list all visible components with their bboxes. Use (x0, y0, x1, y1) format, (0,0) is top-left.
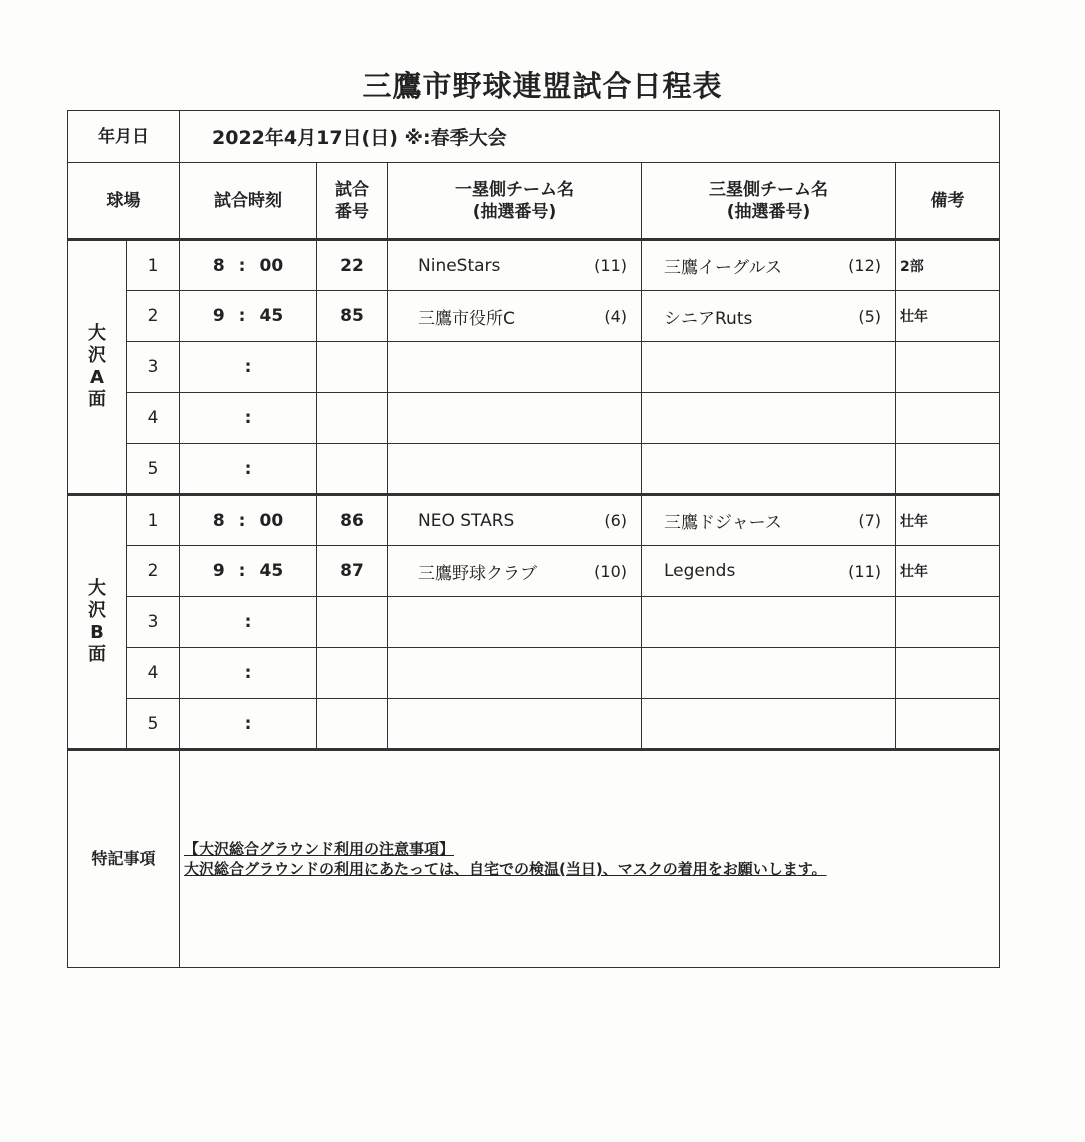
header-game-number-line2: 番号 (335, 201, 369, 222)
table-row (68, 597, 1000, 648)
game-number: 86 (317, 495, 388, 546)
table-row (68, 444, 1000, 495)
table-row (68, 699, 1000, 750)
header-third-base-team (642, 163, 896, 240)
time-colon: : (244, 458, 252, 479)
third-base-team-name: Legends (664, 561, 736, 581)
time-hour: 8 (212, 255, 225, 276)
row-number: 1 (127, 240, 180, 291)
game-number (317, 444, 388, 495)
date-row (68, 111, 1000, 163)
special-notes-heading: 【大沢総合グラウンド利用の注意事項】 (184, 840, 455, 858)
first-base-lot-number: (11) (594, 256, 627, 275)
header-third-base-line2: (抽選番号) (726, 201, 811, 222)
table-row (68, 495, 1000, 546)
header-game-number-line1: 試合 (335, 179, 369, 200)
remarks-cell: 壮年 (896, 291, 1000, 342)
game-time (180, 597, 317, 648)
header-row (68, 163, 1000, 240)
time-colon: : (238, 510, 246, 531)
time-colon: : (238, 561, 246, 581)
game-time (180, 546, 317, 597)
table-row (68, 546, 1000, 597)
row-number: 1 (127, 495, 180, 546)
game-number (317, 648, 388, 699)
first-base-team-cell (388, 291, 642, 342)
table-row (68, 240, 1000, 291)
remarks-cell (896, 648, 1000, 699)
first-base-team-cell (388, 546, 642, 597)
header-third-base-line1: 三塁側チーム名 (709, 179, 828, 200)
special-notes-label: 特記事項 (68, 750, 180, 968)
header-game-number (317, 163, 388, 240)
time-colon: : (244, 612, 252, 632)
time-hour: 9 (212, 561, 225, 581)
game-time (180, 393, 317, 444)
row-number: 3 (127, 342, 180, 393)
third-base-team-cell (642, 546, 896, 597)
time-minute: 00 (259, 255, 284, 276)
first-base-team-cell (388, 393, 642, 444)
header-remarks: 備考 (896, 163, 1000, 240)
first-base-team-cell (388, 444, 642, 495)
game-number: 87 (317, 546, 388, 597)
special-notes-body: 大沢総合グラウンドの利用にあたっては、自宅での検温(当日)、マスクの着用をお願いします。 (184, 860, 827, 878)
game-number (317, 597, 388, 648)
time-minute: 45 (259, 306, 284, 326)
first-base-team-cell (388, 495, 642, 546)
time-colon: : (244, 408, 252, 428)
time-colon: : (244, 357, 252, 377)
header-first-base-team (388, 163, 642, 240)
third-base-lot-number: (11) (848, 561, 881, 581)
remarks-cell: 2部 (896, 240, 1000, 291)
header-first-base-line2: (抽選番号) (472, 201, 557, 222)
time-hour: 8 (212, 510, 225, 531)
time-colon: : (238, 306, 246, 326)
third-base-team-name: シニアRuts (664, 308, 753, 329)
venue-char: A (90, 367, 104, 388)
table-row (68, 648, 1000, 699)
game-time (180, 648, 317, 699)
remarks-cell: 壮年 (896, 546, 1000, 597)
first-base-lot-number: (4) (604, 306, 627, 326)
venue-char: 沢 (88, 600, 106, 621)
time-minute: 00 (259, 510, 284, 531)
third-base-lot-number: (5) (858, 306, 881, 326)
first-base-team-cell (388, 240, 642, 291)
third-base-team-cell (642, 444, 896, 495)
remarks-cell (896, 597, 1000, 648)
time-colon: : (238, 255, 246, 276)
row-number: 2 (127, 291, 180, 342)
header-first-base-line1: 一塁側チーム名 (455, 179, 574, 200)
third-base-team-cell (642, 699, 896, 750)
remarks-cell: 壮年 (896, 495, 1000, 546)
game-time (180, 495, 317, 546)
row-number: 5 (127, 444, 180, 495)
game-time (180, 291, 317, 342)
first-base-lot-number: (6) (604, 511, 627, 530)
venue-char: 面 (88, 389, 106, 410)
special-notes-row (68, 750, 1000, 968)
third-base-team-cell (642, 648, 896, 699)
game-time (180, 444, 317, 495)
venue-cell (68, 495, 127, 750)
first-base-team-name: 三鷹野球クラブ (418, 563, 537, 584)
time-hour: 9 (212, 306, 225, 326)
third-base-team-name: 三鷹イーグルス (664, 258, 782, 278)
first-base-team-name: 三鷹市役所C (418, 308, 515, 329)
row-number: 3 (127, 597, 180, 648)
time-colon: : (244, 663, 252, 683)
third-base-lot-number: (12) (848, 256, 881, 275)
table-row (68, 291, 1000, 342)
venue-char: 大 (88, 323, 106, 344)
remarks-cell (896, 699, 1000, 750)
remarks-cell (896, 342, 1000, 393)
venue-cell (68, 240, 127, 495)
venue-char: 面 (88, 644, 106, 665)
header-time: 試合時刻 (180, 163, 317, 240)
third-base-team-cell (642, 342, 896, 393)
header-field: 球場 (68, 163, 180, 240)
game-time (180, 699, 317, 750)
document-title: 三鷹市野球連盟試合日程表 (362, 69, 723, 103)
game-number (317, 393, 388, 444)
row-number: 5 (127, 699, 180, 750)
remarks-cell (896, 393, 1000, 444)
first-base-team-name: NEO STARS (418, 510, 515, 531)
third-base-team-cell (642, 495, 896, 546)
date-value: 2022年4月17日(日) ※:春季大会 (180, 111, 1000, 163)
first-base-team-cell (388, 699, 642, 750)
third-base-team-cell (642, 393, 896, 444)
third-base-lot-number: (7) (858, 511, 881, 530)
third-base-team-cell (642, 291, 896, 342)
time-minute: 45 (259, 561, 284, 581)
third-base-team-cell (642, 597, 896, 648)
game-time (180, 342, 317, 393)
row-number: 4 (127, 393, 180, 444)
game-number: 22 (317, 240, 388, 291)
game-number: 85 (317, 291, 388, 342)
table-row (68, 393, 1000, 444)
venue-char: 沢 (88, 345, 106, 366)
first-base-team-name: NineStars (418, 255, 501, 276)
venue-char: B (90, 622, 104, 643)
special-notes-content (180, 750, 1000, 968)
row-number: 4 (127, 648, 180, 699)
game-number (317, 699, 388, 750)
venue-char: 大 (88, 578, 106, 599)
date-label: 年月日 (68, 111, 180, 163)
first-base-team-cell (388, 597, 642, 648)
row-number: 2 (127, 546, 180, 597)
schedule-table (67, 110, 1000, 968)
time-colon: : (244, 713, 252, 734)
third-base-team-cell (642, 240, 896, 291)
remarks-cell (896, 444, 1000, 495)
first-base-team-cell (388, 648, 642, 699)
game-number (317, 342, 388, 393)
table-row (68, 342, 1000, 393)
first-base-lot-number: (10) (594, 561, 627, 581)
first-base-team-cell (388, 342, 642, 393)
third-base-team-name: 三鷹ドジャース (664, 513, 782, 533)
game-time (180, 240, 317, 291)
